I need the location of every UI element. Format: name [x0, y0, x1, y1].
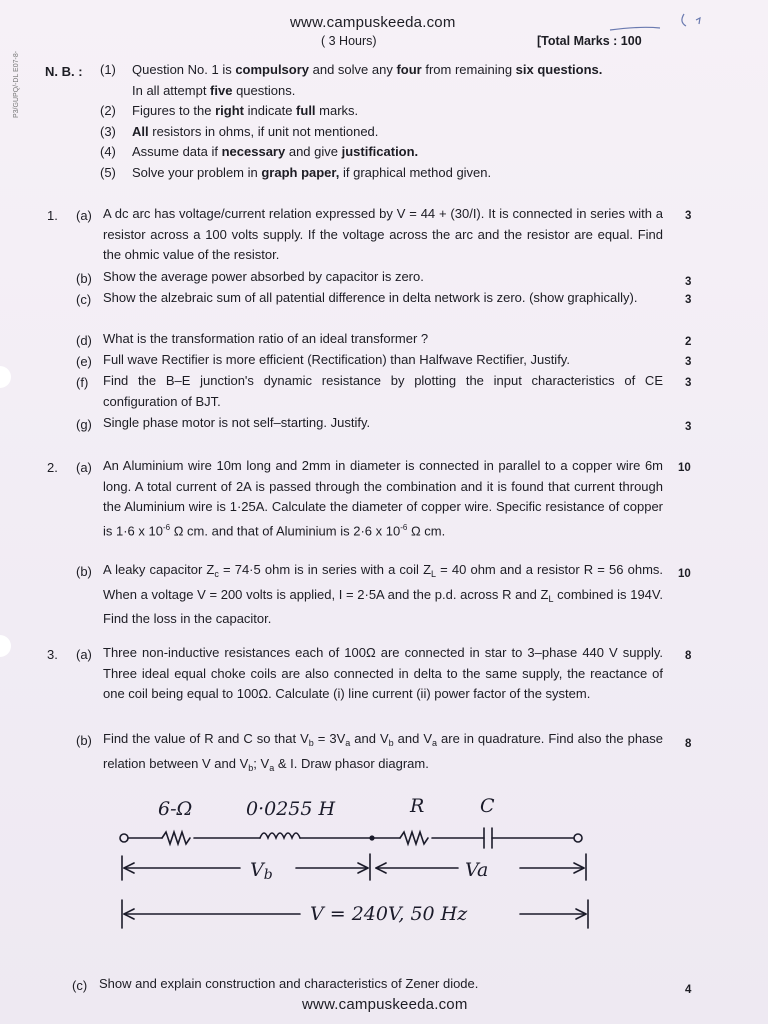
nb-label: N. B. :: [45, 64, 83, 79]
q3b-sub-b: b: [308, 738, 314, 748]
circuit-label-va: Va: [465, 859, 489, 881]
q2a-marks: 10: [678, 462, 691, 474]
nb-text: Question No. 1 is compulsory and solve any four from remaining six questions.: [132, 62, 603, 77]
q2a-text-3: Ω cm.: [407, 522, 446, 538]
question-3-number: 3.: [47, 647, 58, 662]
q2b-text: [103, 560, 663, 630]
q3b-text-3: and V: [350, 731, 389, 746]
q1g-label: (g): [76, 417, 92, 432]
q3b-text: [103, 729, 663, 778]
nb-item-3: [100, 122, 670, 143]
handwritten-mark-icon: [600, 4, 720, 40]
question-1-number: 1.: [47, 208, 58, 223]
q1f-text: Find the B–E junction's dynamic resistance by plotting the input characteristics of CE configuration of BJT.: [103, 373, 663, 409]
circuit-diagram: [100, 818, 620, 958]
q1g-text: Single phase motor is not self–starting. Justify.: [103, 415, 371, 430]
inductor-icon: [260, 833, 300, 838]
exam-duration: ( 3 Hours): [321, 34, 377, 48]
q3b-sub-b2: b: [388, 738, 394, 748]
nb-text: Solve your problem in graph paper, if graphical method given.: [132, 164, 492, 180]
q2a-exp-2: -6: [400, 522, 408, 532]
q3b-text-2: = 3V: [313, 731, 346, 746]
circuit-vb-main: V: [250, 859, 264, 881]
q1b-text: Show the average power absorbed by capacitor is zero.: [103, 269, 424, 284]
q3c-marks: 4: [685, 984, 692, 996]
q3a-marks: 8: [685, 650, 692, 662]
side-code: P3/GUPQ/-DL E07-8-: [13, 50, 20, 118]
q1f-label: (f): [76, 375, 89, 390]
q1f-marks: 3: [685, 377, 692, 389]
question-2-number: 2.: [47, 460, 58, 475]
nb-text: Figures to the right indicate full marks.: [132, 103, 359, 118]
q3b-sub-a: a: [345, 738, 351, 748]
q2b-label: (b): [76, 564, 92, 579]
q2b-text-3: = 40 ohm and a resistor R = 56 ohms. When a voltage V = 200 volts is applied, I = 2·5A and the p.d. across R and Z: [103, 562, 664, 602]
circuit-label-supply: V = 240V, 50 Hz: [310, 903, 468, 925]
q3b-text-5: are in quadrature. Find also the phase relation between V and V: [103, 731, 664, 771]
nb-list: [100, 60, 670, 183]
q1b-label: (b): [76, 271, 92, 286]
q2a-label: (a): [76, 460, 92, 475]
resistor-r-icon: [400, 832, 428, 844]
nb-item-4: [100, 142, 670, 163]
circuit-label-c: C: [480, 795, 495, 817]
q1g-marks: 3: [685, 421, 692, 433]
q1b-marks: 3: [685, 276, 692, 288]
nb-num: [100, 81, 132, 102]
q3b-text-4: and V: [393, 731, 433, 746]
punch-hole-top: [0, 366, 11, 388]
q1d-text: What is the transformation ratio of an ideal transformer ?: [103, 331, 429, 346]
circuit-label-r: R: [410, 795, 425, 817]
q3b-sub-b3: b: [248, 762, 254, 773]
nb-text: In all attempt five questions.: [132, 82, 296, 98]
q1a-label: (a): [76, 208, 92, 223]
q1a-marks: 3: [685, 210, 692, 222]
nb-text: All resistors in ohms, if unit not mentioned.: [132, 123, 379, 139]
q3c-text: Show and explain construction and characteristics of Zener diode.: [99, 976, 479, 991]
nb-num: (2): [100, 103, 116, 118]
circuit-label-resistor-6: 6-Ω: [158, 798, 193, 820]
nb-num: (5): [100, 164, 116, 180]
q2a-text-1: An Aluminium wire 10m long and 2mm in diameter is connected in parallel to a copper wire 6m long. A total current of 2A is passed through the combination and it is found that current through the Aluminium wire is 1·25A. Calculate the diameter of copper wire. Specific resistance of copper is 1·6 x 10: [103, 458, 663, 538]
q2b-sub-l: L: [431, 569, 437, 579]
q1a-text: A dc arc has voltage/current relation expressed by V = 44 + (30/I). It is connected in series with a resistor across a 100 volts supply. If the voltage across the arc and the resistor are equal. Find the ohmic value of the resistor.: [103, 206, 663, 262]
q2b-text-4: combined is 194V. Find the loss in the capacitor.: [103, 586, 663, 626]
q2a-exp-1: -6: [162, 522, 171, 532]
nb-num: (4): [100, 144, 116, 159]
site-url-bottom: www.campuskeeda.com: [302, 996, 468, 1013]
circuit-vb-sub: b: [263, 867, 273, 883]
nb-item-1: [100, 60, 670, 81]
q2b-sub-c: c: [214, 569, 219, 579]
circuit-label-inductor: 0·0255 H: [246, 798, 336, 820]
q2b-sub-l2: L: [548, 593, 554, 604]
q3b-marks: 8: [685, 738, 692, 750]
nb-item-1b: [100, 81, 670, 102]
nb-num: (1): [100, 62, 116, 77]
q1c-label: (c): [76, 292, 92, 307]
q1e-label: (e): [76, 354, 92, 369]
q1c-marks: 3: [685, 294, 692, 306]
q3b-sub-a2: a: [432, 738, 438, 748]
q3a-label: (a): [76, 647, 92, 662]
q1d-marks: 2: [685, 336, 692, 348]
q3b-text-6: ; V: [253, 755, 270, 771]
total-marks: [Total Marks : 100: [537, 34, 642, 48]
q3b-label: (b): [76, 733, 92, 748]
q3b-sub-a3: a: [269, 762, 275, 773]
resistor-6-icon: [162, 832, 190, 844]
q3c-label: (c): [72, 978, 88, 993]
q2b-text-1: A leaky capacitor Z: [103, 562, 215, 577]
q3b-text-7: & I. Draw phasor diagram.: [274, 755, 429, 771]
q1e-text: Full wave Rectifier is more efficient (Rectification) than Halfwave Rectifier, Justify.: [103, 352, 570, 367]
q2b-marks: 10: [678, 568, 691, 580]
terminal-left-icon: [120, 834, 128, 842]
q3a-text: Three non-inductive resistances each of 100Ω are connected in star to 3–phase 440 V supply. Three ideal equal choke coils are also connected in delta to the same supply, the reactance of one coil being equal to 100Ω. Calculate (i) line current (ii) power factor of the system.: [103, 645, 663, 701]
nb-num: (3): [100, 123, 116, 139]
punch-hole-bottom: [0, 635, 11, 657]
q2a-text-2: Ω cm. and that of Aluminium is 2·6 x 10: [170, 522, 401, 538]
q3b-text-1: Find the value of R and C so that V: [103, 731, 309, 746]
q1d-label: (d): [76, 333, 92, 348]
nb-text: Assume data if necessary and give justification.: [132, 144, 419, 159]
q2a-text: [103, 456, 663, 541]
terminal-right-icon: [574, 834, 582, 842]
q1c-text: Show the alzebraic sum of all patential difference in delta network is zero. (show graphically).: [103, 290, 638, 305]
nb-item-5: [100, 163, 670, 184]
q1e-marks: 3: [685, 356, 692, 368]
site-url-top: www.campuskeeda.com: [290, 14, 456, 31]
q2b-text-2: = 74·5 ohm is in series with a coil Z: [218, 562, 432, 577]
nb-item-2: [100, 101, 670, 122]
